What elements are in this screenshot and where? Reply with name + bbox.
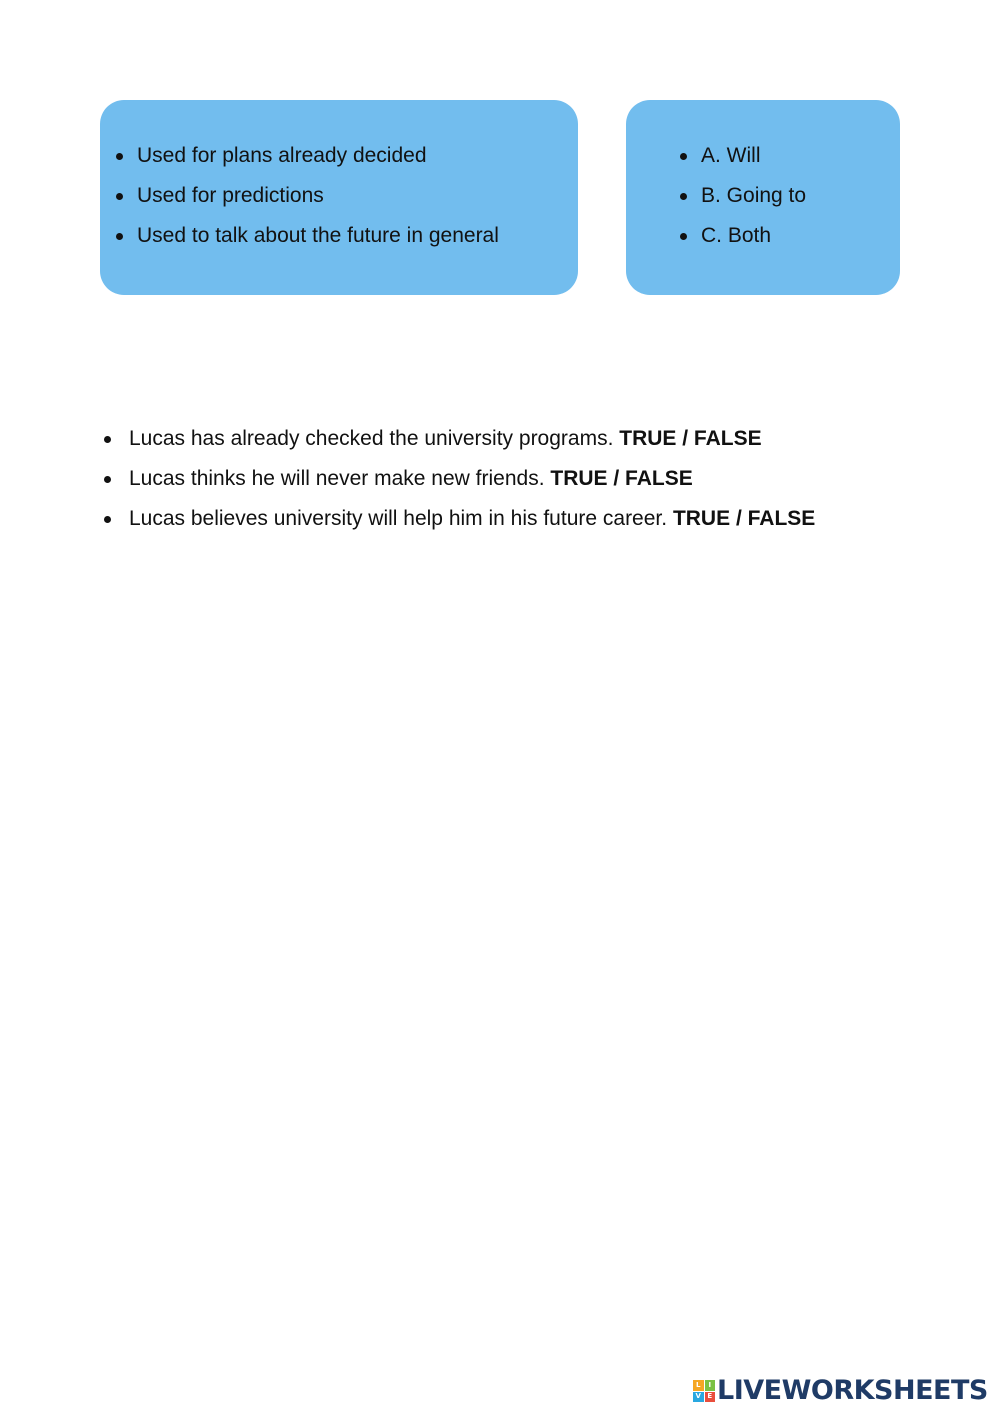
statement-text: Lucas has already checked the university programs. [129,427,614,450]
true-false-answer[interactable]: TRUE / FALSE [619,427,762,450]
logo-tile: V [693,1392,704,1403]
usage-item [112,136,499,176]
usage-item [112,216,499,256]
logo-tile: L [693,1380,704,1391]
usage-item [112,176,499,216]
logo-tile: E [705,1392,716,1403]
true-false-list [100,419,815,539]
liveworksheets-logo [693,1376,988,1406]
bullet-icon [116,153,123,160]
logo-mark-icon [693,1380,715,1402]
bullet-icon [104,516,111,523]
usage-item-text: Used for plans already decided [137,144,427,167]
logo-tile: I [705,1380,716,1391]
true-false-answer[interactable]: TRUE / FALSE [550,467,693,490]
bullet-icon [104,476,111,483]
true-false-answer[interactable]: TRUE / FALSE [672,507,816,530]
statement-text: Lucas thinks he will never make new friends. [129,467,545,490]
statement-text: Lucas believes university will help him in his future career. [129,507,668,530]
option-item-text: C. Both [701,224,772,247]
option-item-text: A. Will [701,144,761,167]
usage-list [112,136,499,256]
options-list [676,136,806,256]
bullet-icon [680,233,687,240]
logo-text: LIVEWORKSHEETS [717,1375,988,1406]
option-item [676,136,806,176]
true-false-item [100,499,815,539]
true-false-item [100,419,815,459]
option-item-text: B. Going to [701,184,807,207]
option-item [676,216,806,256]
bullet-icon [680,153,687,160]
usage-item-text: Used for predictions [137,184,324,207]
bullet-icon [116,193,123,200]
true-false-item [100,459,815,499]
bullet-icon [680,193,687,200]
usage-box [100,100,578,295]
bullet-icon [104,436,111,443]
options-box [626,100,900,295]
option-item [676,176,806,216]
bullet-icon [116,233,123,240]
usage-item-text: Used to talk about the future in general [137,224,499,247]
